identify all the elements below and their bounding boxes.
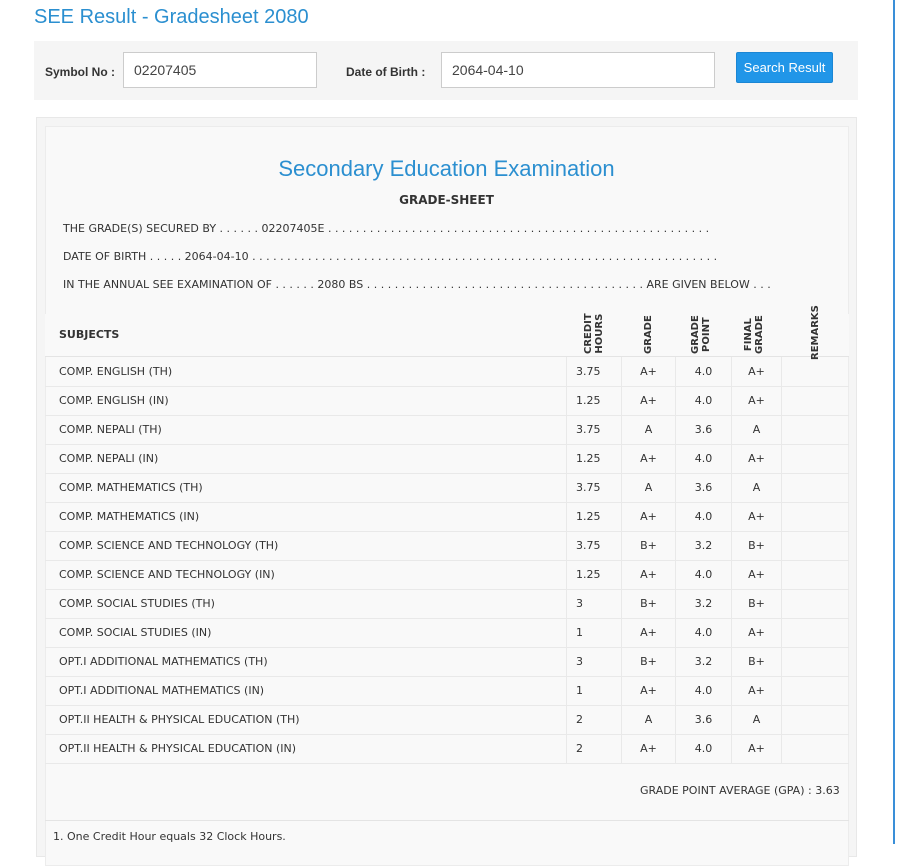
table-row [45, 734, 849, 764]
credit-cell: 1.25 [566, 502, 621, 531]
credit-cell: 1.25 [566, 444, 621, 473]
table-row [45, 444, 849, 474]
grade-point-cell: 4.0 [675, 734, 731, 763]
exam-line: IN THE ANNUAL SEE EXAMINATION OF . . . . . . 2080 BS . . . . . . . . . . . . . . . . . . . . . . . . . . . . . . . . . . . . . . . . ARE GIVEN BELOW . . . [63, 278, 771, 291]
header-remarks: REMARKS [810, 305, 821, 360]
secured-by-line: THE GRADE(S) SECURED BY . . . . . . 02207405E . . . . . . . . . . . . . . . . . . . . . . . . . . . . . . . . . . . . . . . . . . . . . . . . . . . . . . . [63, 222, 710, 235]
subject-cell: COMP. ENGLISH (TH) [59, 365, 173, 378]
search-result-button[interactable]: Search Result [736, 52, 833, 83]
grade-cell: A [621, 705, 675, 734]
final-grade-cell: B+ [731, 647, 781, 676]
grade-point-cell: 3.2 [675, 589, 731, 618]
remarks-cell [781, 734, 849, 763]
footer-divider [45, 820, 849, 821]
grade-cell: B+ [621, 647, 675, 676]
remarks-cell [781, 618, 849, 647]
grade-cell: A [621, 415, 675, 444]
table-row [45, 589, 849, 619]
final-grade-cell: A+ [731, 618, 781, 647]
credit-cell: 1.25 [566, 560, 621, 589]
grade-cell: A+ [621, 444, 675, 473]
credit-cell: 1 [566, 618, 621, 647]
grade-point-cell: 4.0 [675, 444, 731, 473]
subject-cell: OPT.II HEALTH & PHYSICAL EDUCATION (IN) [59, 742, 297, 755]
remarks-cell [781, 589, 849, 618]
grade-cell: A+ [621, 357, 675, 386]
table-row [45, 531, 849, 561]
final-grade-cell: A+ [731, 386, 781, 415]
grade-point-cell: 3.6 [675, 473, 731, 502]
final-grade-cell: A+ [731, 502, 781, 531]
remarks-cell [781, 560, 849, 589]
grade-cell: A [621, 473, 675, 502]
grade-cell: B+ [621, 531, 675, 560]
final-grade-cell: A [731, 473, 781, 502]
final-grade-cell: A+ [731, 560, 781, 589]
header-grade-point: GRADE POINT [690, 315, 712, 354]
grade-point-cell: 4.0 [675, 502, 731, 531]
remarks-cell [781, 676, 849, 705]
grade-cell: A+ [621, 386, 675, 415]
final-grade-cell: B+ [731, 531, 781, 560]
subject-cell: COMP. SCIENCE AND TECHNOLOGY (TH) [59, 539, 279, 552]
table-row [45, 473, 849, 503]
credit-cell: 3.75 [566, 531, 621, 560]
table-row [45, 618, 849, 648]
header-credit-hours: CREDIT HOURS [583, 313, 605, 354]
subject-cell: OPT.I ADDITIONAL MATHEMATICS (TH) [59, 655, 268, 668]
final-grade-cell: A+ [731, 357, 781, 386]
header-subjects: SUBJECTS [59, 328, 120, 341]
subject-cell: COMP. ENGLISH (IN) [59, 394, 169, 407]
remarks-cell [781, 473, 849, 502]
credit-cell: 3 [566, 589, 621, 618]
remarks-cell [781, 386, 849, 415]
table-header [45, 305, 849, 360]
remarks-cell [781, 444, 849, 473]
subject-cell: OPT.I ADDITIONAL MATHEMATICS (IN) [59, 684, 265, 697]
table-row [45, 676, 849, 706]
grade-cell: B+ [621, 589, 675, 618]
grade-point-cell: 4.0 [675, 676, 731, 705]
subject-cell: COMP. MATHEMATICS (TH) [59, 481, 203, 494]
grade-point-cell: 4.0 [675, 386, 731, 415]
grade-cell: A+ [621, 618, 675, 647]
final-grade-cell: A [731, 705, 781, 734]
table-row [45, 357, 849, 387]
credit-cell: 1 [566, 676, 621, 705]
credit-cell: 2 [566, 705, 621, 734]
dob-label: Date of Birth : [346, 65, 426, 79]
subject-cell: COMP. SOCIAL STUDIES (IN) [59, 626, 212, 639]
table-row [45, 705, 849, 735]
exam-title: Secondary Education Examination [278, 156, 615, 181]
grade-point-cell: 3.2 [675, 531, 731, 560]
gradesheet-title: GRADE-SHEET [399, 193, 494, 207]
remarks-cell [781, 705, 849, 734]
final-grade-cell: A [731, 415, 781, 444]
credit-cell: 3.75 [566, 473, 621, 502]
page-edge-rule [893, 0, 895, 844]
final-grade-cell: B+ [731, 589, 781, 618]
subject-cell: COMP. NEPALI (IN) [59, 452, 159, 465]
table-row [45, 502, 849, 532]
subject-cell: COMP. SOCIAL STUDIES (TH) [59, 597, 215, 610]
header-grade: GRADE [643, 315, 654, 354]
credit-cell: 3.75 [566, 357, 621, 386]
subject-cell: COMP. NEPALI (TH) [59, 423, 162, 436]
subject-cell: COMP. SCIENCE AND TECHNOLOGY (IN) [59, 568, 275, 581]
subject-cell: OPT.II HEALTH & PHYSICAL EDUCATION (TH) [59, 713, 300, 726]
gpa-summary: GRADE POINT AVERAGE (GPA) : 3.63 [640, 784, 840, 797]
grade-point-cell: 4.0 [675, 560, 731, 589]
header-final-grade: FINAL GRADE [743, 315, 765, 354]
remarks-cell [781, 531, 849, 560]
table-row [45, 647, 849, 677]
remarks-cell [781, 415, 849, 444]
remarks-cell [781, 502, 849, 531]
remarks-cell [781, 357, 849, 386]
symbol-input[interactable]: 02207405 [123, 52, 317, 88]
final-grade-cell: A+ [731, 444, 781, 473]
credit-cell: 3 [566, 647, 621, 676]
table-row [45, 415, 849, 445]
grade-point-cell: 3.6 [675, 705, 731, 734]
final-grade-cell: A+ [731, 734, 781, 763]
remarks-cell [781, 647, 849, 676]
final-grade-cell: A+ [731, 676, 781, 705]
grade-point-cell: 3.6 [675, 415, 731, 444]
table-row [45, 560, 849, 590]
dob-input[interactable]: 2064-04-10 [441, 52, 715, 88]
table-row [45, 386, 849, 416]
grade-cell: A+ [621, 676, 675, 705]
page-title: SEE Result - Gradesheet 2080 [34, 6, 309, 28]
symbol-label: Symbol No : [45, 65, 116, 79]
credit-cell: 3.75 [566, 415, 621, 444]
grade-point-cell: 3.2 [675, 647, 731, 676]
grade-cell: A+ [621, 734, 675, 763]
dob-line: DATE OF BIRTH . . . . . 2064-04-10 . . . . . . . . . . . . . . . . . . . . . . . . . . . . . . . . . . . . . . . . . . . . . . . . . . . . . . . . . . . . . . . . . . . [63, 250, 718, 263]
credit-cell: 2 [566, 734, 621, 763]
credit-hour-note: 1. One Credit Hour equals 32 Clock Hours. [53, 830, 286, 843]
grade-point-cell: 4.0 [675, 357, 731, 386]
credit-cell: 1.25 [566, 386, 621, 415]
grade-cell: A+ [621, 502, 675, 531]
grade-point-cell: 4.0 [675, 618, 731, 647]
subject-cell: COMP. MATHEMATICS (IN) [59, 510, 200, 523]
grade-cell: A+ [621, 560, 675, 589]
